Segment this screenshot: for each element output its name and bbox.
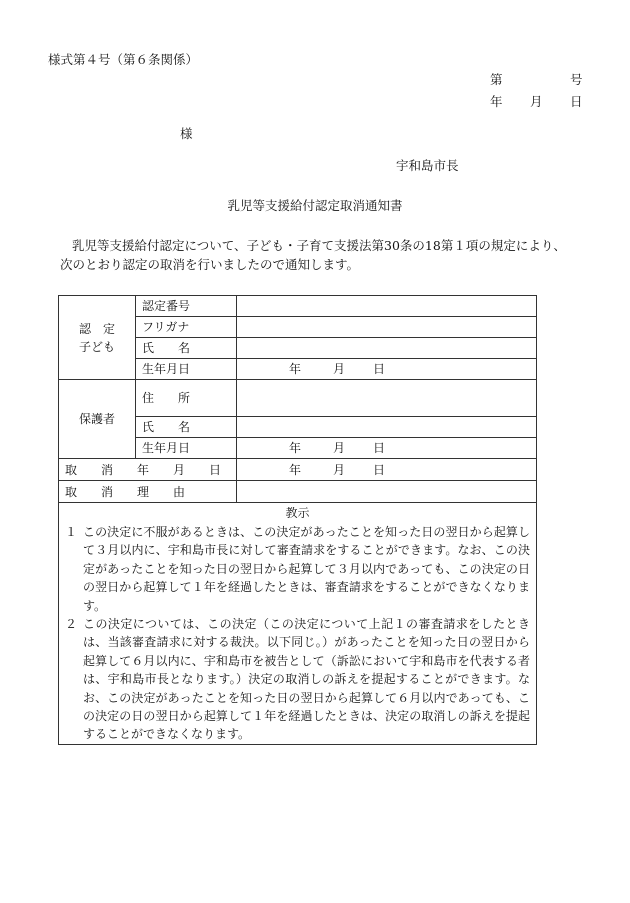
month-label: 月 [333, 362, 346, 376]
table-row [59, 380, 537, 417]
document-title: 乳児等支援給付認定取消通知書 [227, 198, 403, 213]
day-label: 日 [373, 441, 386, 455]
child-group-label [59, 296, 136, 380]
intro-line-1: 乳児等支援給付認定について、子ども・子育て支援法第30条の18第１項の規定により、 [72, 238, 566, 253]
child-name-label: 氏 名 [136, 338, 237, 359]
cancel-reason-field[interactable] [237, 481, 537, 503]
document-number-suffix: 号 [570, 72, 583, 87]
notice-item-number: １ [65, 525, 78, 539]
guardian-birthdate-label: 生年月日 [136, 438, 237, 459]
table-row [59, 503, 537, 745]
sender-name: 宇和島市長 [396, 158, 459, 173]
child-birthdate-field[interactable] [237, 359, 537, 380]
guardian-name-field[interactable] [237, 417, 537, 438]
issue-month-label: 月 [530, 94, 543, 109]
intro-line-2: 次のとおり認定の取消を行いましたので通知します。 [60, 257, 360, 272]
notice-item-2 [65, 615, 530, 744]
document-number-label: 第 [490, 72, 503, 87]
cancel-reason-label: 取 消 理 由 [59, 481, 237, 503]
notice-item-text: この決定については、この決定（この決定について上記１の審査請求をしたときは、当該審査請求に対する裁決。以下同じ。）があったことを知った日の翌日から起算して６月以内に、宇和島市を被告として（訴訟において宇和島市を代表する者は、宇和島市長となります。）決定の取消しの訴えを提起することができます。なお、この決定があったことを知った日の翌日から起算して６月以内であっても、この決定の日の翌日から起算して１年を経過したときは、決定の取消しの訴えを提起することができなくなります。 [83, 617, 530, 742]
notice-item-number: ２ [65, 617, 78, 632]
addressee-honorific: 様 [180, 126, 193, 141]
cancel-date-field[interactable] [237, 459, 537, 481]
table-row [59, 296, 537, 317]
cert-number-label: 認定番号 [136, 296, 237, 317]
cancel-date-label: 取 消 年 月 日 [59, 459, 237, 481]
address-field[interactable] [237, 380, 537, 417]
details-table [58, 295, 537, 745]
child-name-field[interactable] [237, 338, 537, 359]
day-label: 日 [373, 462, 386, 477]
year-label: 年 [289, 362, 302, 376]
month-label: 月 [333, 441, 346, 455]
address-label: 住 所 [136, 380, 237, 417]
guardian-birthdate-field[interactable] [237, 438, 537, 459]
month-label: 月 [333, 462, 346, 477]
notice-section [59, 503, 537, 745]
issue-day-label: 日 [570, 94, 583, 109]
intro-paragraph [60, 236, 580, 274]
notice-item-text: この決定に不服があるときは、この決定があったことを知った日の翌日から起算して３月以内に、宇和島市長に対して審査請求をすることができます。なお、この決定があったことを知った日の翌日から起算して３月以内であっても、この決定の日の翌日から起算して１年を経過したときは、審査請求をすることができなくなります。 [83, 525, 530, 613]
child-birthdate-label: 生年月日 [136, 359, 237, 380]
issue-year-label: 年 [490, 94, 503, 109]
year-label: 年 [289, 441, 302, 455]
day-label: 日 [373, 362, 386, 376]
notice-item-1 [65, 523, 530, 615]
furigana-field[interactable] [237, 317, 537, 338]
year-label: 年 [289, 462, 302, 477]
child-group-line-1: 認 定 [78, 321, 115, 336]
table-row [59, 459, 537, 481]
table-row [59, 481, 537, 503]
cert-number-field[interactable] [237, 296, 537, 317]
guardian-name-label: 氏 名 [136, 417, 237, 438]
form-number: 様式第４号（第６条関係） [48, 52, 199, 67]
child-group-line-2: 子ども [78, 339, 115, 354]
notice-title: 教示 [285, 506, 310, 520]
guardian-group-label: 保護者 [59, 380, 136, 459]
furigana-label: フリガナ [136, 317, 237, 338]
